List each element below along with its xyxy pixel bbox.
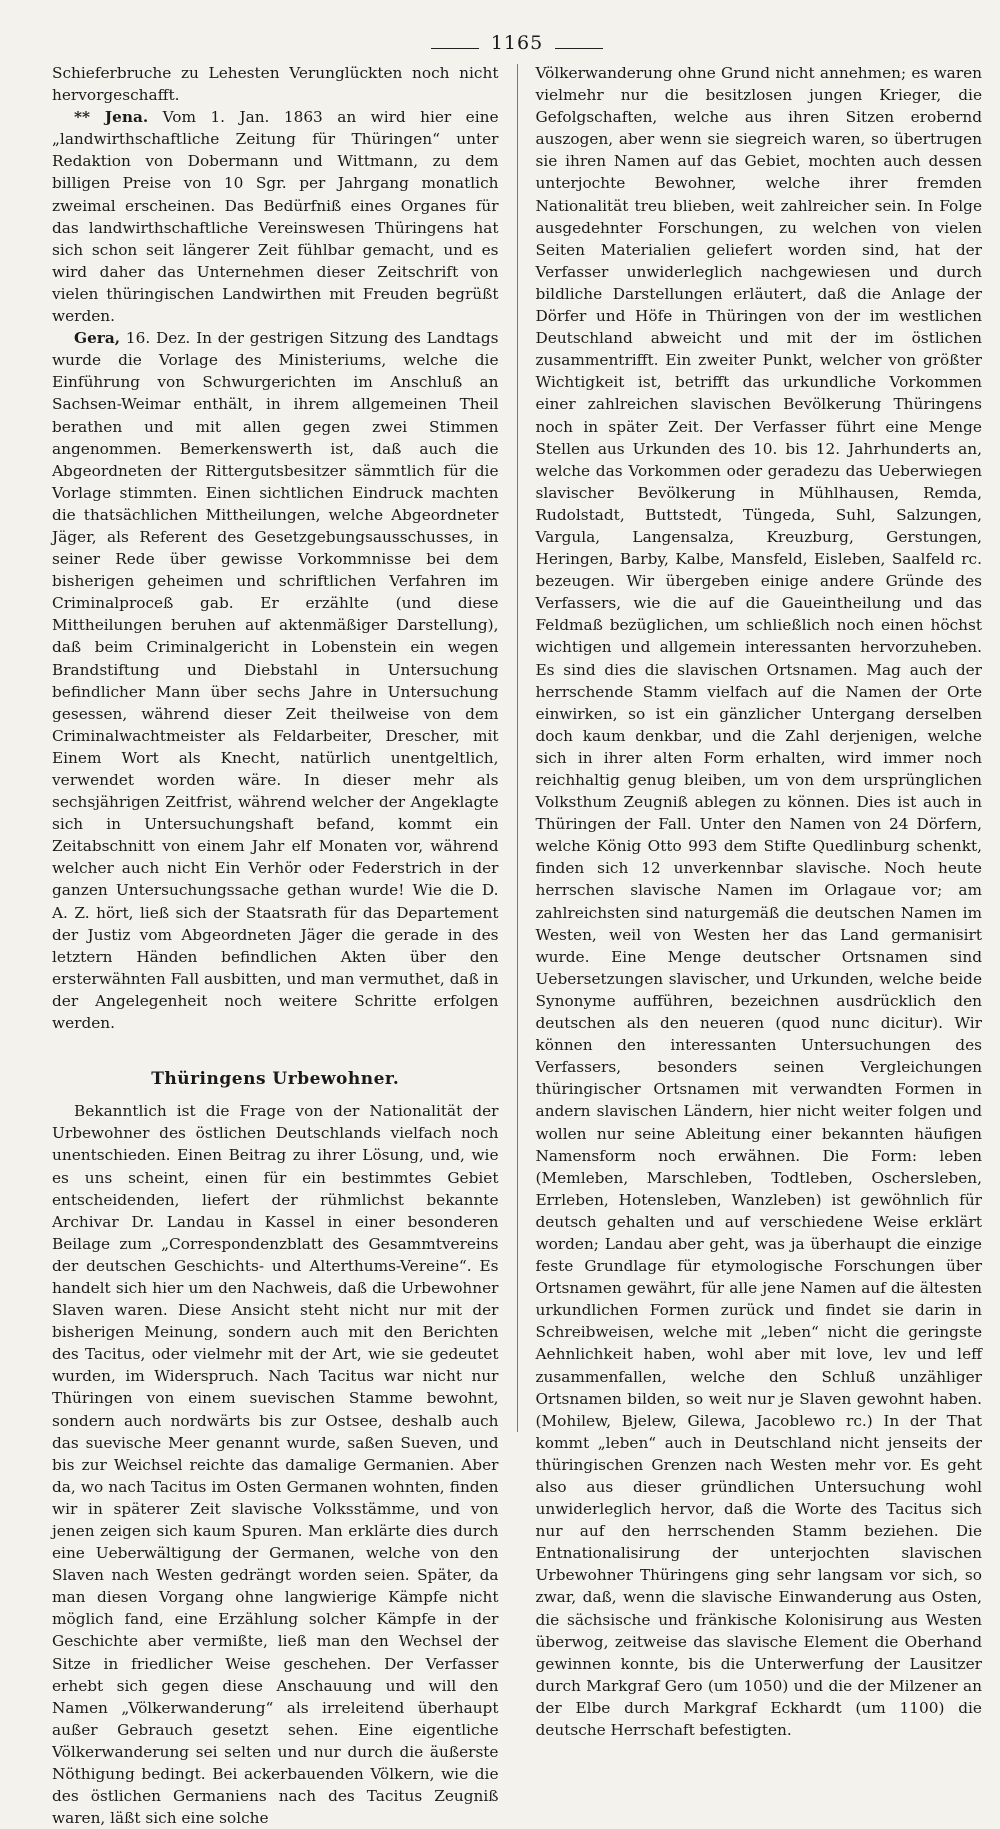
article-paragraph: Bekanntlich ist die Frage von der Nationalität der Urbewohner des östlichen Deutschlands vielfach noch unentschieden. Einen Beitrag zu ihrer Lösung, und, wie es uns scheint, einen für ein bestimmtes Gebiet entscheidenden, liefert der rühmlichst bekannte Archivar Dr. Landau in Kassel in einer besonderen Beilage zum „Correspondenzblatt des Gesammtvereins der deutschen Geschichts- und Alterthums-Vereine“. Es handelt sich hier um den Nachweis, daß die Urbewohner Slaven waren. Diese Ansicht steht nicht nur mit der bisherigen Meinung, sondern auch mit den Berichten des Tacitus, oder vielmehr mit der Art, wie sie gedeutet wurden, im Widerspruch. Nach Tacitus war nicht nur Thüringen von einem suevischen Stamme bewohnt, sondern auch nordwärts bis zur Ostsee, deshalb auch das suevische Meer genannt wurde, saßen Sueven, und bis zur Weichsel reichte das damalige Germanien. Aber da, wo nach Tacitus im Osten Germanen wohnten, finden wir in späterer Zeit slavische Volksstämme, und von jenen zeigen sich kaum Spuren. Man erklärte dies durch eine Ueberwältigung der Germanen, welche von den Slaven nach Westen gedrängt worden seien. Später, da man diesen Vorgang ohne langwierige Kämpfe nicht möglich fand, eine Erzählung solcher Kämpfe in der Geschichte aber vermißte, ließ man den Wechsel der Sitze in friedlicher Weise geschehen. Der Verfasser erhebt sich gegen diese Anschauung und will den Namen „Völkerwanderung“ als irreleitend überhaupt außer Gebrauch gesetzt sehen. Eine eigentliche Völkerwanderung sei selten und nur durch die äußerste Nöthigung bedingt. Bei ackerbauenden Völkern, wie die des östlichen Germaniens nach des Tacitus Zeugniß waren, läßt sich eine solche [52,1102,499,1828]
page-number: 1165 [490,32,544,54]
news-item-jena [52,106,499,327]
page-header [52,0,982,62]
continuation-paragraph: Schieferbruche zu Lehesten Verunglückten noch nicht hervorgeschafft. [52,64,499,105]
header-rule-left [431,48,479,49]
news-text-jena: Vom 1. Jan. 1863 an wird hier eine „landwirthschaftliche Zeitung für Thüringen“ unter Redaktion von Dobermann und Wittmann, zu dem billigen Preise von 10 Sgr. per Jahrgang monatlich zweimal erscheinen. Das Bedürfniß eines Organes für das landwirthschaftliche Vereinswesen Thüringens hat sich schon seit längerer Zeit fühlbar gemacht, und es wird daher das Unternehmen dieser Zeitschrift von vielen thüringischen Landwirthen mit Freuden begrüßt werden. [52,108,499,326]
dateline-gera: Gera, [74,329,121,348]
right-column [535,62,983,1740]
news-item-gera [52,327,499,1034]
left-column [52,62,499,1828]
news-text-gera: 16. Dez. In der gestrigen Sitzung des Landtags wurde die Vorlage des Ministeriums, welche die Einführung von Schwurgerichten im Anschluß an Sachsen-Weimar enthält, in ihrem allgemeinen Theil berathen und mit allen gegen zwei Stimmen angenommen. Bemerkenswerth ist, daß auch die Abgeordneten der Rittergutsbesitzer sämmtlich für die Vorlage stimmten. Einen sichtlichen Eindruck machten die thatsächlichen Mittheilungen, welche Abgeordneter Jäger, als Referent des Gesetzgebungsausschusses, in seiner Rede über gewisse Vorkommnisse bei dem bisherigen geheimen und schriftlichen Verfahren im Criminalproceß gab. Er erzählte (und diese Mittheilungen beruhen auf aktenmäßiger Darstellung), daß beim Criminalgericht in Lobenstein ein wegen Brandstiftung und Diebstahl in Untersuchung befindlicher Mann über sechs Jahre in Untersuchung gesessen, während dieser Zeit theilweise von dem Criminalwachtmeister als Feldarbeiter, Drescher, mit Einem Wort als Knecht, natürlich unentgeltlich, verwendet worden wäre. In dieser mehr als sechsjährigen Zeitfrist, während welcher der Angeklagte sich in Untersuchungshaft befand, kommt ein Zeitabschnitt von einem Jahr elf Monaten vor, während welcher auch nicht Ein Verhör oder Federstrich in der ganzen Untersuchungssache gethan wurde! Wie die D. A. Z. hört, ließ sich der Staatsrath für das Departement der Justiz vom Abgeordneten Jäger die gerade in des letztern Händen befindlichen Akten über den ersterwähnten Fall ausbitten, und man vermuthet, daß in der Angelegenheit noch weitere Schritte erfolgen werden. [52,329,499,1033]
dateline-jena: ** Jena. [74,108,149,127]
section-title: Thüringens Urbewohner. [151,1069,400,1090]
text-columns [52,62,982,1828]
column-divider [517,64,518,1432]
article-continuation: Völkerwanderung ohne Grund nicht annehmen; es waren vielmehr nur die besitzlosen jungen Krieger, die Gefolgschaften, welche aus ihren Sitzen erobernd auszogen, aber wenn sie siegreich waren, so übertrugen sie ihren Namen auf das Gebiet, mochten auch dessen unterjochte Bewohner, welche ihrer fremden Nationalität treu blieben, weit zahlreicher sein. In Folge ausgedehnter Forschungen, zu welchen von vielen Seiten Materialien geliefert worden sind, hat der Verfasser unwiderleglich nachgewiesen und durch bildliche Darstellungen erläutert, daß die Anlage der Dörfer und Höfe in Thüringen von der im westlichen Deutschland abweicht und mit der im östlichen zusammentrifft. Ein zweiter Punkt, welcher von größter Wichtigkeit ist, betrifft das urkundliche Vorkommen einer zahlreichen slavischen Bevölkerung Thüringens noch in später Zeit. Der Verfasser führt eine Menge Stellen aus Urkunden des 10. bis 12. Jahrhunderts an, welche das Vorkommen oder geradezu das Ueberwiegen slavischer Bevölkerung in Mühlhausen, Remda, Rudolstadt, Buttstedt, Tüngeda, Suhl, Salzungen, Vargula, Langensalza, Kreuzburg, Gerstungen, Heringen, Barby, Kalbe, Mansfeld, Eisleben, Saalfeld rc. bezeugen. Wir übergeben einige andere Gründe des Verfassers, wie die auf die Gaueintheilung und das Feldmaß bezüglichen, um schließlich noch einen höchst wichtigen und allgemein interessanten hervorzuheben. Es sind dies die slavischen Ortsnamen. Mag auch der herrschende Stamm vielfach auf die Namen der Orte einwirken, so ist ein gänzlicher Untergang derselben doch kaum denkbar, und die Zahl derjenigen, welche sich in ihrer alten Form erhalten, wird immer noch reichhaltig genug bleiben, um von dem ursprünglichen Volksthum Zeugniß ablegen zu können. Dies ist auch in Thüringen der Fall. Unter den Namen von 24 Dörfern, welche König Otto 993 dem Stifte Quedlinburg schenkt, finden sich 12 unverkennbar slavische. Noch heute herrschen slavische Namen im Orlagaue vor; am zahlreichsten sind naturgemäß die deutschen Namen im Westen, weil von Westen her das Land germanisirt wurde. Eine Menge deutscher Ortsnamen sind Uebersetzungen slavischer, und Urkunden, welche beide Synonyme aufführen, bezeichnen ausdrücklich den deutschen als den neueren (quod nunc dicitur). Wir können den interessanten Untersuchungen des Verfassers, besonders seinen Vergleichungen thüringischer Ortsnamen mit verwandten Formen in andern slavischen Ländern, hier nicht weiter folgen und wollen nur seine Ableitung einer bekannten häufigen Namensform noch erwähnen. Die Form: leben (Memleben, Marschleben, Todtleben, Oschersleben, Errleben, Hotensleben, Wanzleben) ist gewöhnlich für deutsch gehalten und auf verschiedene Weise erklärt worden; Landau aber geht, was ja überhaupt die einzige feste Grundlage für etymologische Forschungen über Ortsnamen gewährt, für alle jene Namen auf die ältesten urkundlichen Formen zurück und findet sie darin in Schreibweisen, welche mit „leben“ nicht die geringste Aehnlichkeit haben, wohl aber mit love, lev und leff zusammenfallen, welche den Schluß unzähliger Ortsnamen bilden, so weit nur je Slaven gewohnt haben. (Mohilew, Bjelew, Gilewa, Jacoblewo rc.) In der That kommt „leben“ auch in Deutschland nicht jenseits der thüringischen Grenzen nach Westen mehr vor. Es geht also aus dieser gründlichen Untersuchung wohl unwiderleglich hervor, daß die Worte des Tacitus sich nur auf den herrschenden Stamm beziehen. Die Entnationalisirung der unterjochten slavischen Urbewohner Thüringens ging sehr langsam vor sich, so zwar, daß, wenn die slavische Einwanderung aus Osten, die sächsische und fränkische Kolonisirung aus Westen überwog, zeitweise das slavische Element die Oberhand gewinnen konnte, bis die Unterwerfung der Lausitzer durch Markgraf Gero (um 1050) und die der Milzener an der Elbe durch Markgraf Eckhardt (um 1100) die deutsche Herrschaft befestigten. [535,64,982,1740]
header-rule-right [555,48,603,49]
